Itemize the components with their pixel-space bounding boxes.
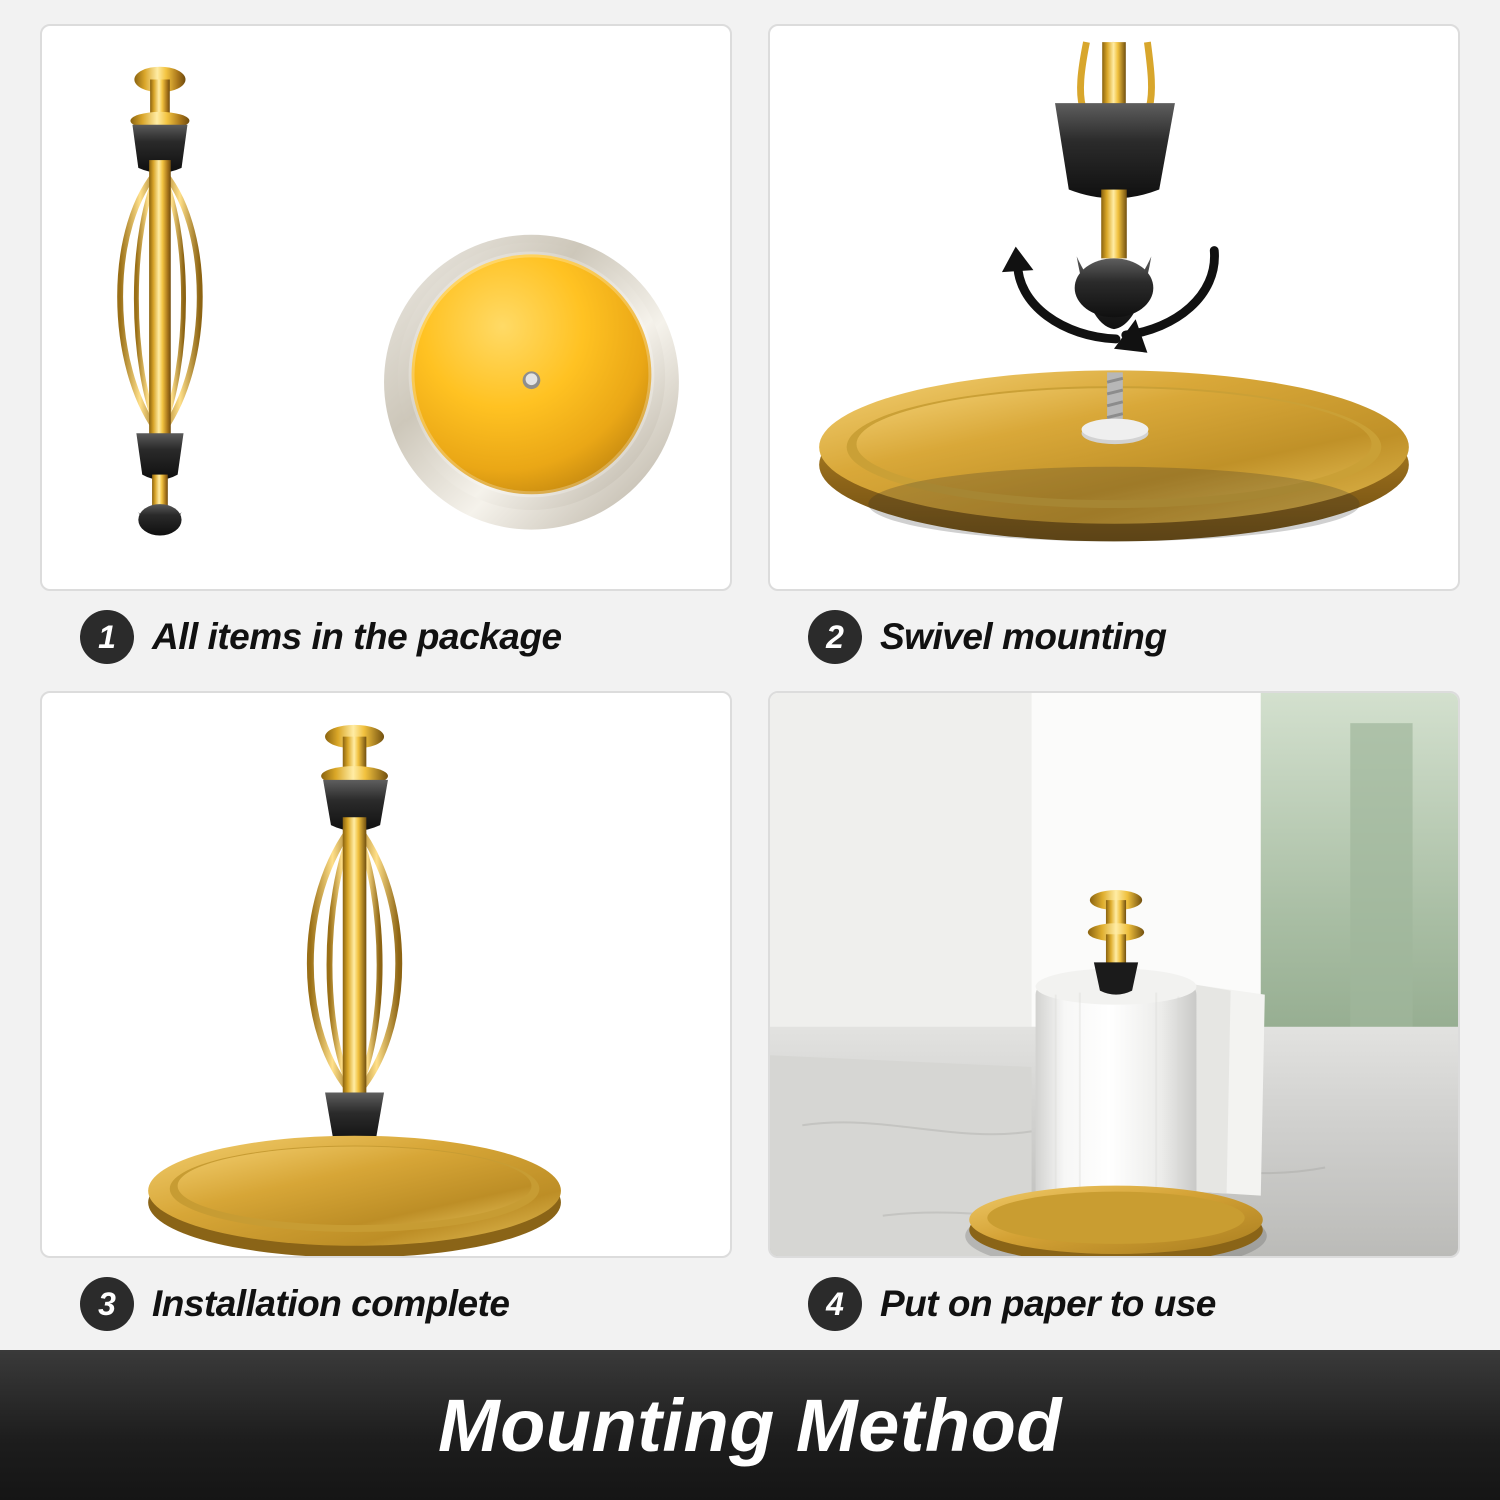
panel-step-3	[40, 691, 732, 1258]
footer-banner	[0, 1350, 1500, 1500]
panel-step-2	[768, 24, 1460, 591]
step-1-label: All items in the package	[152, 616, 562, 657]
package-contents-illustration	[42, 26, 730, 589]
step-2-cell	[768, 24, 1460, 683]
panel-step-1	[40, 24, 732, 591]
step-2-badge: 2	[808, 610, 862, 664]
rod-upper-assembly	[1055, 42, 1175, 329]
assembled-holder-illustration	[42, 693, 730, 1256]
step-3-cell	[40, 691, 732, 1350]
step-4-label: Put on paper to use	[880, 1283, 1216, 1324]
step-3-badge: 3	[80, 1277, 134, 1331]
assembled-holder	[148, 725, 561, 1256]
swivel-mounting-illustration	[770, 26, 1458, 589]
holder-rod-part	[120, 67, 200, 536]
step-4-caption	[768, 1258, 1460, 1350]
step-3-label: Installation complete	[152, 1283, 510, 1324]
step-2-label: Swivel mounting	[880, 616, 1167, 657]
lifestyle-scene-illustration	[770, 693, 1458, 1256]
step-1-cell	[40, 24, 732, 683]
step-3-caption	[40, 1258, 732, 1350]
base-disc-part	[384, 235, 679, 530]
step-2-caption	[768, 591, 1460, 683]
base-tray-part	[819, 370, 1409, 541]
base-in-scene	[965, 1186, 1267, 1256]
step-1-badge: 1	[80, 610, 134, 664]
panel-step-4	[768, 691, 1460, 1258]
step-1-caption	[40, 591, 732, 683]
footer-title: Mounting Method	[438, 1383, 1062, 1467]
step-4-badge: 4	[808, 1277, 862, 1331]
step-4-cell	[768, 691, 1460, 1350]
